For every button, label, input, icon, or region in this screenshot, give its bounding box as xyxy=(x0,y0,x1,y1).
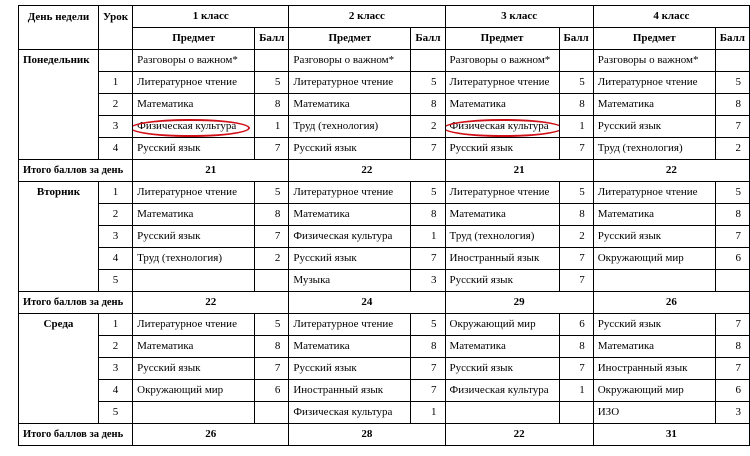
subject-text: Литературное чтение xyxy=(449,186,550,198)
subject-cell xyxy=(289,248,411,270)
daily-total-value: 31 xyxy=(593,424,749,446)
schedule-row xyxy=(19,270,750,292)
subject-text: Литературное чтение xyxy=(293,318,394,330)
subject-cell xyxy=(445,336,559,358)
score-cell: 8 xyxy=(715,336,749,358)
subject-text: Физическая культура xyxy=(449,120,549,132)
schedule-row xyxy=(19,380,750,402)
daily-total-value: 26 xyxy=(133,424,289,446)
lesson-number: 5 xyxy=(98,402,132,424)
subject-cell xyxy=(593,182,715,204)
schedule-row xyxy=(19,204,750,226)
subject-cell xyxy=(133,204,255,226)
header-subject: Предмет xyxy=(133,28,255,50)
score-cell: 8 xyxy=(559,204,593,226)
subject-text: ИЗО xyxy=(597,406,620,418)
score-cell: 5 xyxy=(715,72,749,94)
subject-text: Литературное чтение xyxy=(137,76,237,88)
subject-cell xyxy=(133,270,255,292)
score-cell: 7 xyxy=(411,380,445,402)
subject-cell xyxy=(445,204,559,226)
header-score: Балл xyxy=(411,28,445,50)
daily-total-value: 21 xyxy=(133,160,289,182)
score-cell: 7 xyxy=(411,138,445,160)
schedule-body xyxy=(19,6,750,446)
subject-text: Литературное чтение xyxy=(597,76,698,88)
score-cell: 5 xyxy=(411,314,445,336)
subject-cell xyxy=(133,226,255,248)
subject-text: Разговоры о важном* xyxy=(293,54,395,66)
subject-text: Разговоры о важном* xyxy=(597,54,699,66)
score-cell: 2 xyxy=(255,248,289,270)
score-cell: 3 xyxy=(715,402,749,424)
header-class-3: 3 класс xyxy=(445,6,593,28)
score-cell: 8 xyxy=(715,94,749,116)
subject-cell xyxy=(289,116,411,138)
score-cell: 7 xyxy=(255,138,289,160)
subject-cell xyxy=(289,50,411,72)
schedule-row xyxy=(19,182,750,204)
score-cell: 5 xyxy=(255,182,289,204)
subject-text: Математика xyxy=(449,340,506,352)
subject-text: Физическая культура xyxy=(449,384,549,396)
subject-text: Физическая культура xyxy=(293,230,393,242)
score-cell: 6 xyxy=(715,248,749,270)
schedule-row xyxy=(19,138,750,160)
schedule-sheet xyxy=(18,5,750,446)
subject-cell xyxy=(289,182,411,204)
subject-text: Физическая культура xyxy=(293,406,393,418)
subject-text: Математика xyxy=(597,208,655,220)
subject-text: Труд (технология) xyxy=(137,252,222,264)
score-cell: 7 xyxy=(411,358,445,380)
subject-text: Разговоры о важном* xyxy=(137,54,238,66)
daily-total-value: 24 xyxy=(289,292,445,314)
score-cell: 8 xyxy=(411,336,445,358)
score-cell xyxy=(255,270,289,292)
subject-text: Иностранный язык xyxy=(597,362,688,374)
score-cell: 7 xyxy=(255,226,289,248)
lesson-number: 3 xyxy=(98,358,132,380)
score-cell: 7 xyxy=(715,116,749,138)
subject-cell xyxy=(445,72,559,94)
score-cell: 8 xyxy=(411,94,445,116)
score-cell: 7 xyxy=(255,358,289,380)
subject-cell xyxy=(593,380,715,402)
score-cell: 1 xyxy=(411,402,445,424)
subject-text: Математика xyxy=(597,340,655,352)
score-cell: 7 xyxy=(559,270,593,292)
day-name: Понедельник xyxy=(19,50,99,160)
subject-cell xyxy=(289,226,411,248)
subject-cell xyxy=(133,72,255,94)
score-cell: 8 xyxy=(255,336,289,358)
subject-text: Иностранный язык xyxy=(449,252,540,264)
score-cell: 6 xyxy=(255,380,289,402)
score-cell: 2 xyxy=(559,226,593,248)
score-cell: 1 xyxy=(255,116,289,138)
subject-cell xyxy=(289,314,411,336)
subject-text: Математика xyxy=(449,98,506,110)
subject-cell xyxy=(133,248,255,270)
subject-cell xyxy=(289,336,411,358)
subject-cell xyxy=(445,94,559,116)
subject-cell xyxy=(593,226,715,248)
schedule-row xyxy=(19,336,750,358)
lesson-number: 1 xyxy=(98,314,132,336)
subject-text: Разговоры о важном* xyxy=(449,54,551,66)
daily-total-value: 22 xyxy=(445,424,593,446)
subject-text: Окружающий мир xyxy=(137,384,224,396)
subject-cell xyxy=(289,204,411,226)
subject-cell xyxy=(445,402,559,424)
daily-total-label: Итого баллов за день xyxy=(19,424,133,446)
header-row-classes xyxy=(19,6,750,28)
subject-cell xyxy=(593,204,715,226)
subject-text: Русский язык xyxy=(293,362,357,374)
subject-text: Русский язык xyxy=(293,142,357,154)
score-cell: 2 xyxy=(411,116,445,138)
lesson-number: 4 xyxy=(98,380,132,402)
subject-cell xyxy=(593,358,715,380)
lesson-number: 1 xyxy=(98,72,132,94)
lesson-number: 2 xyxy=(98,204,132,226)
score-cell: 8 xyxy=(559,94,593,116)
score-cell: 5 xyxy=(559,182,593,204)
subject-text: Русский язык xyxy=(597,230,662,242)
score-cell xyxy=(255,402,289,424)
subject-text: Русский язык xyxy=(137,230,201,242)
subject-cell xyxy=(593,402,715,424)
subject-cell xyxy=(289,72,411,94)
subject-cell xyxy=(133,94,255,116)
subject-text: Математика xyxy=(137,208,194,220)
subject-cell xyxy=(445,248,559,270)
score-cell: 8 xyxy=(255,94,289,116)
schedule-row xyxy=(19,402,750,424)
subject-text: Физическая культура xyxy=(137,120,237,132)
lesson-number: 4 xyxy=(98,138,132,160)
subject-cell xyxy=(445,116,559,138)
score-cell: 5 xyxy=(255,314,289,336)
lesson-number: 5 xyxy=(98,270,132,292)
subject-text: Русский язык xyxy=(137,142,201,154)
score-cell: 1 xyxy=(411,226,445,248)
daily-total-value: 26 xyxy=(593,292,749,314)
subject-cell xyxy=(593,336,715,358)
daily-total-row xyxy=(19,292,750,314)
subject-text: Математика xyxy=(293,340,350,352)
lesson-number: 3 xyxy=(98,116,132,138)
header-class-4: 4 класс xyxy=(593,6,749,28)
schedule-row xyxy=(19,358,750,380)
subject-cell xyxy=(133,50,255,72)
subject-text: Математика xyxy=(449,208,506,220)
header-score: Балл xyxy=(715,28,749,50)
score-cell: 5 xyxy=(715,182,749,204)
subject-cell xyxy=(593,72,715,94)
subject-cell xyxy=(289,402,411,424)
subject-text: Литературное чтение xyxy=(137,318,237,330)
subject-text: Русский язык xyxy=(597,318,662,330)
score-cell: 7 xyxy=(559,248,593,270)
score-cell: 5 xyxy=(411,182,445,204)
subject-text: Труд (технология) xyxy=(597,142,683,154)
lesson-number xyxy=(98,50,132,72)
schedule-row xyxy=(19,226,750,248)
subject-text: Русский язык xyxy=(293,252,357,264)
subject-text: Математика xyxy=(597,98,655,110)
subject-text: Литературное чтение xyxy=(597,186,698,198)
subject-cell xyxy=(289,380,411,402)
subject-text: Труд (технология) xyxy=(293,120,379,132)
subject-cell xyxy=(593,248,715,270)
subject-cell xyxy=(445,270,559,292)
score-cell: 7 xyxy=(559,138,593,160)
subject-cell xyxy=(445,226,559,248)
schedule-table xyxy=(18,5,750,446)
daily-total-label: Итого баллов за день xyxy=(19,292,133,314)
score-cell: 8 xyxy=(411,204,445,226)
header-class-1: 1 класс xyxy=(133,6,289,28)
day-name: Среда xyxy=(19,314,99,424)
score-cell: 7 xyxy=(715,314,749,336)
subject-cell xyxy=(133,380,255,402)
subject-cell xyxy=(445,50,559,72)
subject-text: Литературное чтение xyxy=(293,186,394,198)
header-day: День недели xyxy=(19,6,99,50)
schedule-row xyxy=(19,72,750,94)
score-cell xyxy=(255,50,289,72)
header-class-2: 2 класс xyxy=(289,6,445,28)
daily-total-label: Итого баллов за день xyxy=(19,160,133,182)
subject-text: Математика xyxy=(293,208,350,220)
subject-text: Окружающий мир xyxy=(597,384,684,396)
subject-text: Математика xyxy=(293,98,350,110)
score-cell xyxy=(559,50,593,72)
score-cell: 5 xyxy=(559,72,593,94)
daily-total-value: 22 xyxy=(289,160,445,182)
score-cell xyxy=(559,402,593,424)
daily-total-value: 22 xyxy=(593,160,749,182)
schedule-row xyxy=(19,50,750,72)
subject-cell xyxy=(133,314,255,336)
subject-cell xyxy=(133,336,255,358)
lesson-number: 2 xyxy=(98,336,132,358)
score-cell: 1 xyxy=(559,116,593,138)
schedule-row xyxy=(19,314,750,336)
day-name: Вторник xyxy=(19,182,99,292)
subject-cell xyxy=(133,116,255,138)
score-cell: 1 xyxy=(559,380,593,402)
schedule-row xyxy=(19,248,750,270)
score-cell: 7 xyxy=(559,358,593,380)
subject-text: Иностранный язык xyxy=(293,384,384,396)
schedule-row xyxy=(19,94,750,116)
subject-text: Литературное чтение xyxy=(137,186,237,198)
subject-cell xyxy=(593,94,715,116)
score-cell: 8 xyxy=(715,204,749,226)
score-cell: 7 xyxy=(715,358,749,380)
score-cell: 8 xyxy=(255,204,289,226)
daily-total-row xyxy=(19,160,750,182)
score-cell: 7 xyxy=(715,226,749,248)
header-subject: Предмет xyxy=(445,28,559,50)
subject-text: Русский язык xyxy=(449,362,513,374)
header-lesson: Урок xyxy=(98,6,132,50)
subject-cell xyxy=(133,138,255,160)
subject-text: Труд (технология) xyxy=(449,230,535,242)
score-cell: 3 xyxy=(411,270,445,292)
subject-cell xyxy=(445,182,559,204)
subject-text: Литературное чтение xyxy=(449,76,550,88)
subject-cell xyxy=(445,138,559,160)
subject-cell xyxy=(289,138,411,160)
header-subject: Предмет xyxy=(289,28,411,50)
subject-cell xyxy=(593,116,715,138)
lesson-number: 4 xyxy=(98,248,132,270)
subject-cell xyxy=(593,270,715,292)
subject-text: Окружающий мир xyxy=(597,252,684,264)
subject-cell xyxy=(593,50,715,72)
subject-cell xyxy=(445,314,559,336)
score-cell: 5 xyxy=(255,72,289,94)
subject-cell xyxy=(445,358,559,380)
score-cell: 6 xyxy=(715,380,749,402)
daily-total-value: 29 xyxy=(445,292,593,314)
daily-total-row xyxy=(19,424,750,446)
subject-text: Математика xyxy=(137,340,194,352)
subject-text: Музыка xyxy=(293,274,331,286)
score-cell: 6 xyxy=(559,314,593,336)
subject-cell xyxy=(593,314,715,336)
subject-cell xyxy=(593,138,715,160)
schedule-row xyxy=(19,116,750,138)
subject-cell xyxy=(445,380,559,402)
subject-cell xyxy=(289,270,411,292)
subject-text: Русский язык xyxy=(449,142,513,154)
score-cell xyxy=(411,50,445,72)
score-cell: 5 xyxy=(411,72,445,94)
subject-text: Русский язык xyxy=(597,120,662,132)
subject-cell xyxy=(133,182,255,204)
score-cell xyxy=(715,270,749,292)
subject-cell xyxy=(133,402,255,424)
subject-cell xyxy=(289,94,411,116)
header-score: Балл xyxy=(559,28,593,50)
subject-text: Литературное чтение xyxy=(293,76,394,88)
subject-cell xyxy=(289,358,411,380)
daily-total-value: 21 xyxy=(445,160,593,182)
score-cell: 8 xyxy=(559,336,593,358)
subject-text: Русский язык xyxy=(137,362,201,374)
header-score: Балл xyxy=(255,28,289,50)
daily-total-value: 28 xyxy=(289,424,445,446)
subject-text: Русский язык xyxy=(449,274,513,286)
header-subject: Предмет xyxy=(593,28,715,50)
daily-total-value: 22 xyxy=(133,292,289,314)
lesson-number: 1 xyxy=(98,182,132,204)
score-cell xyxy=(715,50,749,72)
score-cell: 7 xyxy=(411,248,445,270)
subject-text: Окружающий мир xyxy=(449,318,536,330)
lesson-number: 3 xyxy=(98,226,132,248)
subject-cell xyxy=(133,358,255,380)
subject-text: Математика xyxy=(137,98,194,110)
score-cell: 2 xyxy=(715,138,749,160)
lesson-number: 2 xyxy=(98,94,132,116)
